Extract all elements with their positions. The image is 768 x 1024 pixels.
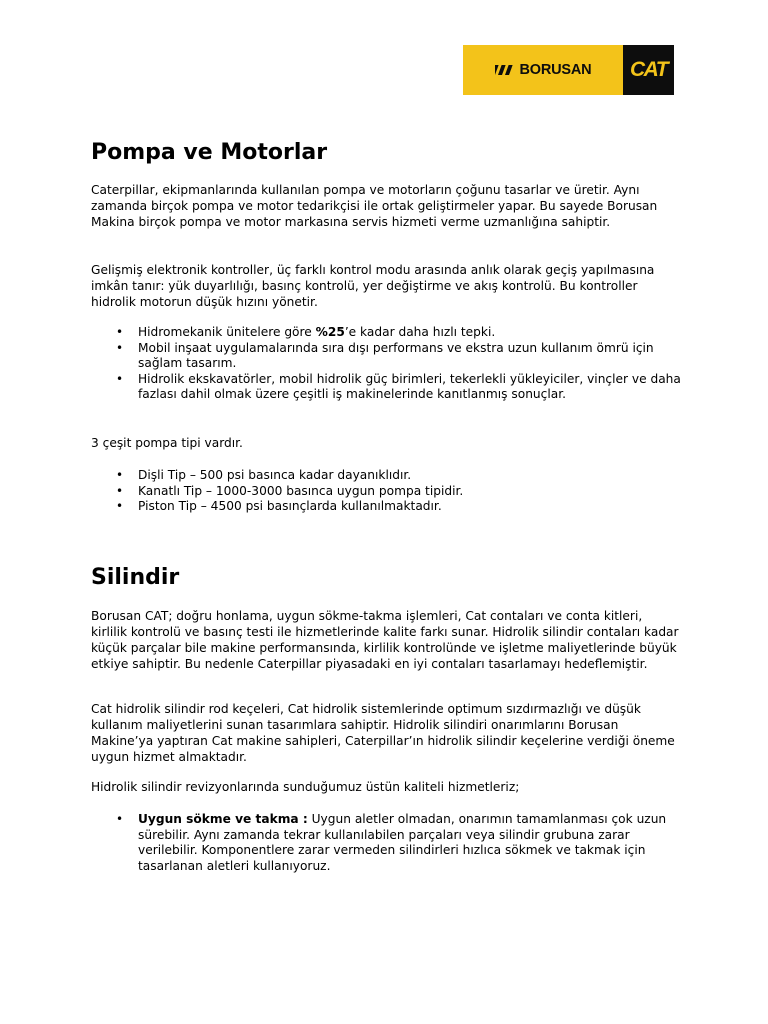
borusan-mark-icon [495, 64, 515, 76]
paragraph: Borusan CAT; doğru honlama, uygun sökme-takma işlemleri, Cat contaları ve conta kitleri, kirlilik kontrolü ve basınç testi ile hizmetlerinde kalite farkı sunar. Hidrolik silindir contaları kadar küçük parçalar bile makine performansında, kirlilik kontrolünde ve işletme maliyetlerinde büyük etkiye sahiptir. Bu nedenle Caterpillar piyasadaki en iyi contaları tasarlamayı hedeflemiştir. [91, 609, 679, 671]
paragraph: 3 çeşit pompa tipi vardır. [91, 436, 243, 450]
borusan-logo-panel [463, 45, 623, 95]
cat-logo-panel [623, 45, 674, 95]
bullet-icon: • [116, 340, 124, 355]
feature-list [91, 325, 681, 403]
paragraph: Gelişmiş elektronik kontroller, üç farklı kontrol modu arasında anlık olarak geçiş yapılmasına imkân tanır: yük duyarlılığı, basınç kontrolü, yer değiştirme ve akış kontrolü. Bu kontroller hidrolik motorun düşük hızını yönetir. [91, 263, 655, 309]
paragraph: Hidrolik silindir revizyonlarında sunduğumuz üstün kaliteli hizmetleriz; [91, 780, 520, 794]
list-item: • Hidrolik ekskavatörler, mobil hidrolik güç birimleri, tekerlekli yükleyiciler, vinçler ve daha fazlası dahil olmak üzere çeşitli iş makinelerinde kanıtlanmış sonuçlar. [116, 371, 681, 401]
bullet-icon: • [116, 499, 124, 513]
list-item: • Mobil inşaat uygulamalarında sıra dışı performans ve ekstra uzun kullanım ömrü için sağlam tasarım. [116, 340, 654, 370]
bullet-icon: • [116, 468, 124, 482]
bullet-icon: • [116, 483, 124, 498]
pump-type-list [91, 468, 681, 515]
paragraph: Caterpillar, ekipmanlarında kullanılan pompa ve motorların çoğunu tasarlar ve üretir. Aynı zamanda birçok pompa ve motor tedarikçisi ile ortak geliştirmeler yapar. Bu sayede Borusan Makina birçok pompa ve motor markasına servis hizmeti verme uzmanlığına sahiptir. [91, 183, 658, 229]
list-item: • Uygun sökme ve takma : Uygun aletler olmadan, onarımın tamamlanması çok uzun sürebilir. Aynı zamanda tekrar kullanılabilen parçaları veya silindir grubuna zarar verilebilir. Komponentlere zarar vermeden silindirleri hızlıca sökmek ve takmak için tasarlanan aletleri kullanıyoruz. [116, 812, 667, 873]
cat-wordmark: CAT [629, 58, 668, 81]
bullet-icon: • [116, 812, 124, 826]
list-item: • Kanatlı Tip – 1000-3000 basınca uygun pompa tipidir. [116, 483, 464, 498]
list-item: • Dişli Tip – 500 psi basınca kadar dayanıklıdır. [116, 468, 412, 482]
bullet-icon: • [116, 325, 124, 339]
borusan-cat-logo [463, 45, 674, 95]
list-item: • Hidromekanik ünitelere göre %25’e kadar daha hızlı tepki. [116, 325, 496, 339]
list-item: • Piston Tip – 4500 psi basınçlarda kullanılmaktadır. [116, 499, 442, 513]
paragraph: Cat hidrolik silindir rod keçeleri, Cat hidrolik sistemlerinde optimum sızdırmazlığı ve düşük kullanım maliyetlerini sunan tasarımlara sahiptir. Hidrolik silindiri onarımlarını Borusan Makine’ya yaptıran Cat makine sahipleri, Caterpillar’ın hidrolik silindir keçelerine verdiği öneme uygun hizmet almaktadır. [91, 702, 675, 764]
bullet-icon: • [116, 371, 124, 386]
section-title-silindir: Silindir [91, 565, 180, 590]
section-title-pompa: Pompa ve Motorlar [91, 140, 328, 165]
borusan-wordmark: BORUSAN [519, 62, 592, 78]
service-list [91, 812, 681, 874]
